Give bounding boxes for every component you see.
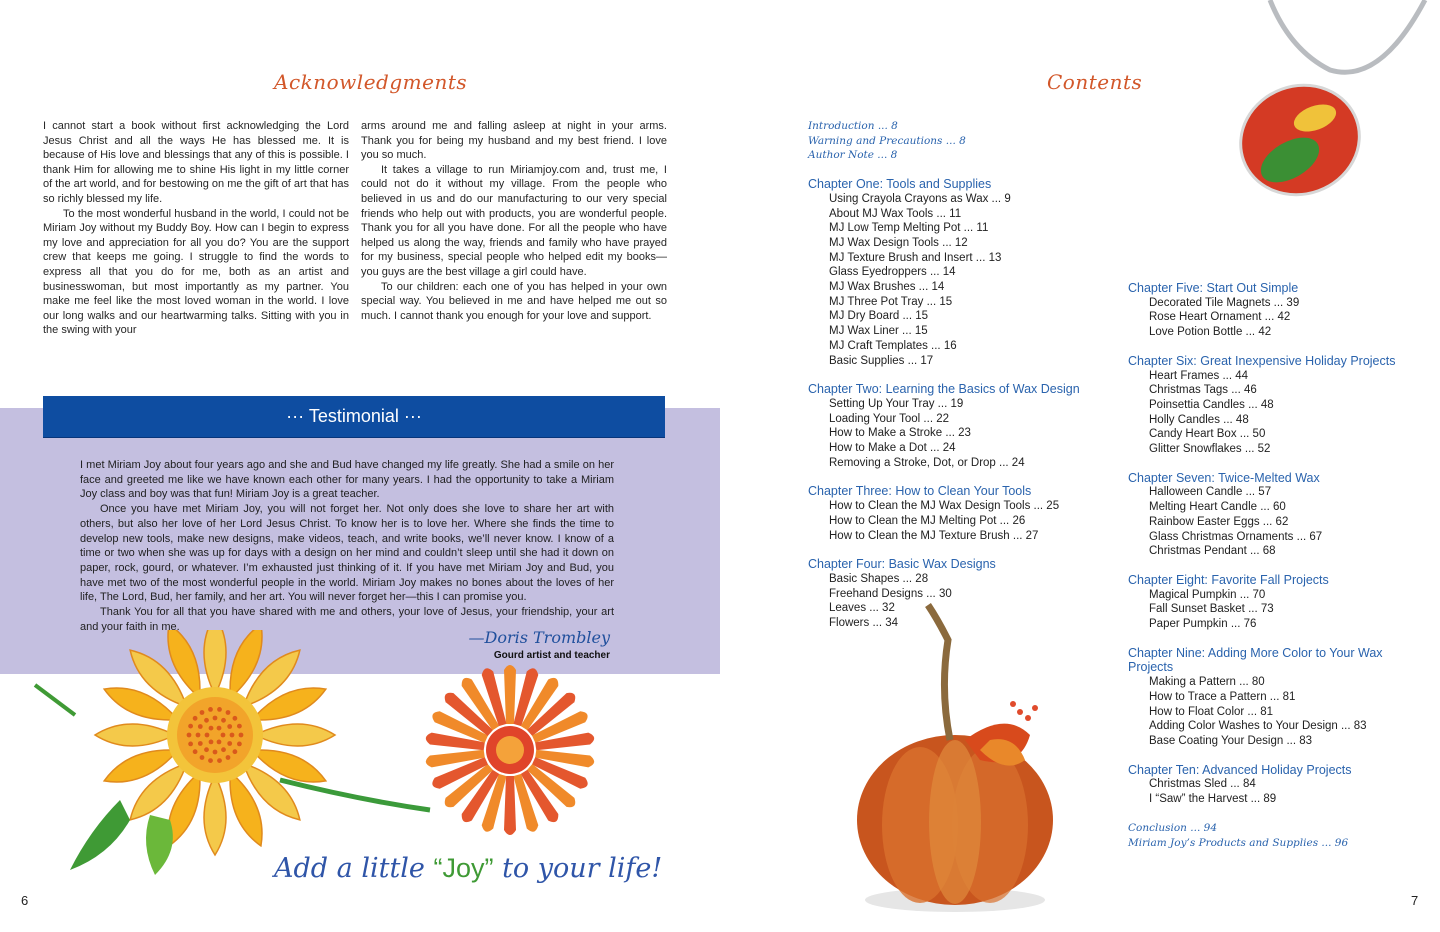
toc-entry: Adding Color Washes to Your Design ... 83 [1149,720,1367,733]
toc-entry: MJ Three Pot Tray ... 15 [829,295,953,308]
paragraph: To our children: each one of you has helped in your own special way. You believed in me and have helped me out so much. I cannot thank you enough for your love and support. [361,280,667,322]
testimonial-signature-role: Gourd artist and teacher [493,650,610,661]
toc-entry: About MJ Wax Tools ... 11 [829,207,962,220]
toc-back-item: Conclusion ... 94 [1128,821,1217,834]
toc-entry: Rose Heart Ornament ... 42 [1149,311,1291,324]
flowers-illustration [30,630,630,890]
tagline-post: to your life! [493,853,663,884]
acknowledgments-title: Acknowledgments [274,70,468,94]
toc-chapter-heading: Chapter Four: Basic Wax Designs [808,557,996,572]
toc-entry: Melting Heart Candle ... 60 [1149,501,1286,514]
toc-entry: Basic Shapes ... 28 [829,572,929,585]
paragraph: I cannot start a book without first acknowledging the Lord Jesus Christ and all the ways He has blessed me. It is because of His love and blessings that any of this is possible. I thank Him for allowing me to shine His light in my little corner of the art world, and for bestowing on me the gift of art that has so richly blessed my life. [43,120,349,205]
toc-entry: How to Clean the MJ Texture Brush ... 27 [829,529,1039,542]
toc-entry: Using Crayola Crayons as Wax ... 9 [829,192,1011,205]
toc-front-item: Author Note ... 8 [808,149,898,162]
toc-entry: Fall Sunset Basket ... 73 [1149,603,1274,616]
testimonial-text [80,458,614,634]
toc-entry: I “Saw” the Harvest ... 89 [1149,793,1277,806]
toc-entry: MJ Wax Liner ... 15 [829,325,928,338]
toc-chapter-heading: Chapter Three: How to Clean Your Tools [808,484,1032,499]
red-flower-illustration [425,665,595,835]
toc-entry: MJ Craft Templates ... 16 [829,339,957,352]
toc-entry: Rainbow Easter Eggs ... 62 [1149,515,1289,528]
toc-entry: Glass Christmas Ornaments ... 67 [1149,530,1323,543]
paragraph: It takes a village to run Miriamjoy.com and, trust me, I could not do it without my village. From the people who believed in us and do our manufacturing to our very special friends who help out with products, you are wonderful people. Thank you for all you have done. For all the people who have helped us along the way, friends and family who have prayed for my business, special people who helped edit my books—you guys are the best village a girl could have. [361,163,667,278]
toc-entry: Paper Pumpkin ... 76 [1149,618,1257,631]
toc-chapter-heading: Chapter Ten: Advanced Holiday Projects [1128,762,1352,777]
contents-title: Contents [1047,70,1143,94]
toc-entry: Halloween Candle ... 57 [1149,486,1272,499]
tagline [274,853,662,884]
toc-entry: Setting Up Your Tray ... 19 [829,397,964,410]
toc-entry: MJ Dry Board ... 15 [829,310,929,323]
toc-entry: Freehand Designs ... 30 [829,587,952,600]
toc-entry: How to Float Color ... 81 [1149,705,1273,718]
toc-chapter-heading: Chapter Seven: Twice-Melted Wax [1128,470,1320,485]
toc-entry: How to Make a Stroke ... 23 [829,427,971,440]
toc-entry: Basic Supplies ... 17 [829,354,934,367]
pumpkin-image [830,600,1080,930]
toc-entry: Making a Pattern ... 80 [1149,676,1265,689]
paragraph: I met Miriam Joy about four years ago and she and Bud have changed my life greatly. She had a smile on her face and greeted me like we have known each other for many years. I had the opportunity to take a Miriam Joy class and boy was that fun! Miriam Joy is a great teacher. [80,459,614,501]
toc-entry: MJ Low Temp Melting Pot ... 11 [829,222,989,235]
toc-entry: How to Clean the MJ Wax Design Tools ... 25 [829,500,1060,513]
toc-entry: MJ Wax Brushes ... 14 [829,281,945,294]
acknowledgments-column-2 [361,119,667,323]
toc-front-item: Warning and Precautions ... 8 [808,134,966,147]
toc-entry: How to Trace a Pattern ... 81 [1149,690,1296,703]
toc-chapter-heading: Chapter Nine: Adding More Color to Your Wax Projects [1128,645,1383,675]
toc-entry: Flowers ... 34 [829,617,899,630]
testimonial-heading: ··· Testimonial ··· [43,396,665,437]
toc-entry: MJ Texture Brush and Insert ... 13 [829,251,1002,264]
acknowledgments-column-1 [43,119,349,338]
toc-entry: Poinsettia Candles ... 48 [1149,398,1274,411]
sunflower-illustration [35,630,430,875]
toc-entry: Magical Pumpkin ... 70 [1149,588,1266,601]
toc-column-2 [1128,281,1428,850]
toc-entry: Loading Your Tool ... 22 [829,412,950,425]
toc-entry: Base Coating Your Design ... 83 [1149,734,1313,747]
toc-chapter-heading: Chapter One: Tools and Supplies [808,177,992,192]
toc-entry: Holly Candles ... 48 [1149,413,1249,426]
toc-chapter-heading: Chapter Five: Start Out Simple [1128,281,1299,295]
toc-entry: MJ Wax Design Tools ... 12 [829,236,968,249]
toc-chapter-heading: Chapter Two: Learning the Basics of Wax Design [808,382,1080,397]
toc-entry: Love Potion Bottle ... 42 [1149,326,1272,339]
toc-entry: How to Make a Dot ... 24 [829,442,956,455]
toc-entry: Decorated Tile Magnets ... 39 [1149,296,1300,309]
toc-entry: Leaves ... 32 [829,602,895,615]
page-number-left: 6 [21,893,29,908]
toc-entry: Christmas Pendant ... 68 [1149,545,1276,558]
tagline-pre: Add a little [274,853,434,884]
paragraph: Thank You for all that you have shared with me and others, your love of Jesus, your friendship, your art and your faith in me. [80,606,614,633]
pendant-image [1220,0,1440,220]
toc-entry: Candy Heart Box ... 50 [1149,428,1266,441]
right-page [720,0,1440,932]
toc-entry: Glass Eyedroppers ... 14 [829,266,956,279]
toc-back-item: Miriam Joy’s Products and Supplies ... 96 [1128,836,1349,849]
toc-entry: Removing a Stroke, Dot, or Drop ... 24 [829,456,1025,469]
toc-entry: Christmas Sled ... 84 [1149,778,1256,791]
paragraph: Once you have met Miriam Joy, you will not forget her. Not only does she love to share her art with others, but also her love of her Lord Jesus Christ. To know her is to love her. Where she finds the time to develop new tools, make new designs, make videos, teach, and write books, we’ll never know. I know of a time or two when she was up for days with a design on her mind and couldn’t sleep until she had it down on paper, rock, gourd, or whatever. I’m exhausted just thinking of it. If you have met Miriam Joy and Bud, you have met two of the most wonderful people in the world. Miriam Joy makes no bones about the loves of her life, The Lord, Bud, her family, and her art. You will never forget her—this I can promise you. [80,503,614,604]
toc-entry: Glitter Snowflakes ... 52 [1149,443,1271,456]
toc-column-1 [808,119,1118,631]
tagline-joy: “Joy” [433,853,494,883]
toc-entry: Heart Frames ... 44 [1149,369,1249,382]
paragraph: To the most wonderful husband in the world, I could not be Miriam Joy without my Buddy Boy. How can I begin to express my love and appreciation for all you do? You are the support crew that keeps me going. I struggle to find the words to express all that you do for me, both as an artist and businesswoman, but most importantly as my partner. You make me feel like the most loved woman in the world. I love our long walks and our heartwarming talks. Sitting with you in the swing with your [43,207,349,337]
testimonial-signature: —Doris Trombley [468,628,610,647]
toc-entry: How to Clean the MJ Melting Pot ... 26 [829,514,1026,527]
toc-chapter-heading: Chapter Six: Great Inexpensive Holiday Projects [1128,353,1396,368]
page-number-right: 7 [1411,893,1419,908]
toc-chapter-heading: Chapter Eight: Favorite Fall Projects [1128,572,1329,587]
toc-front-item: Introduction ... 8 [808,120,898,132]
paragraph: arms around me and falling asleep at night in your arms. Thank you for being my husband and my best friend. I love you so much. [361,120,667,162]
toc-entry: Christmas Tags ... 46 [1149,384,1257,397]
